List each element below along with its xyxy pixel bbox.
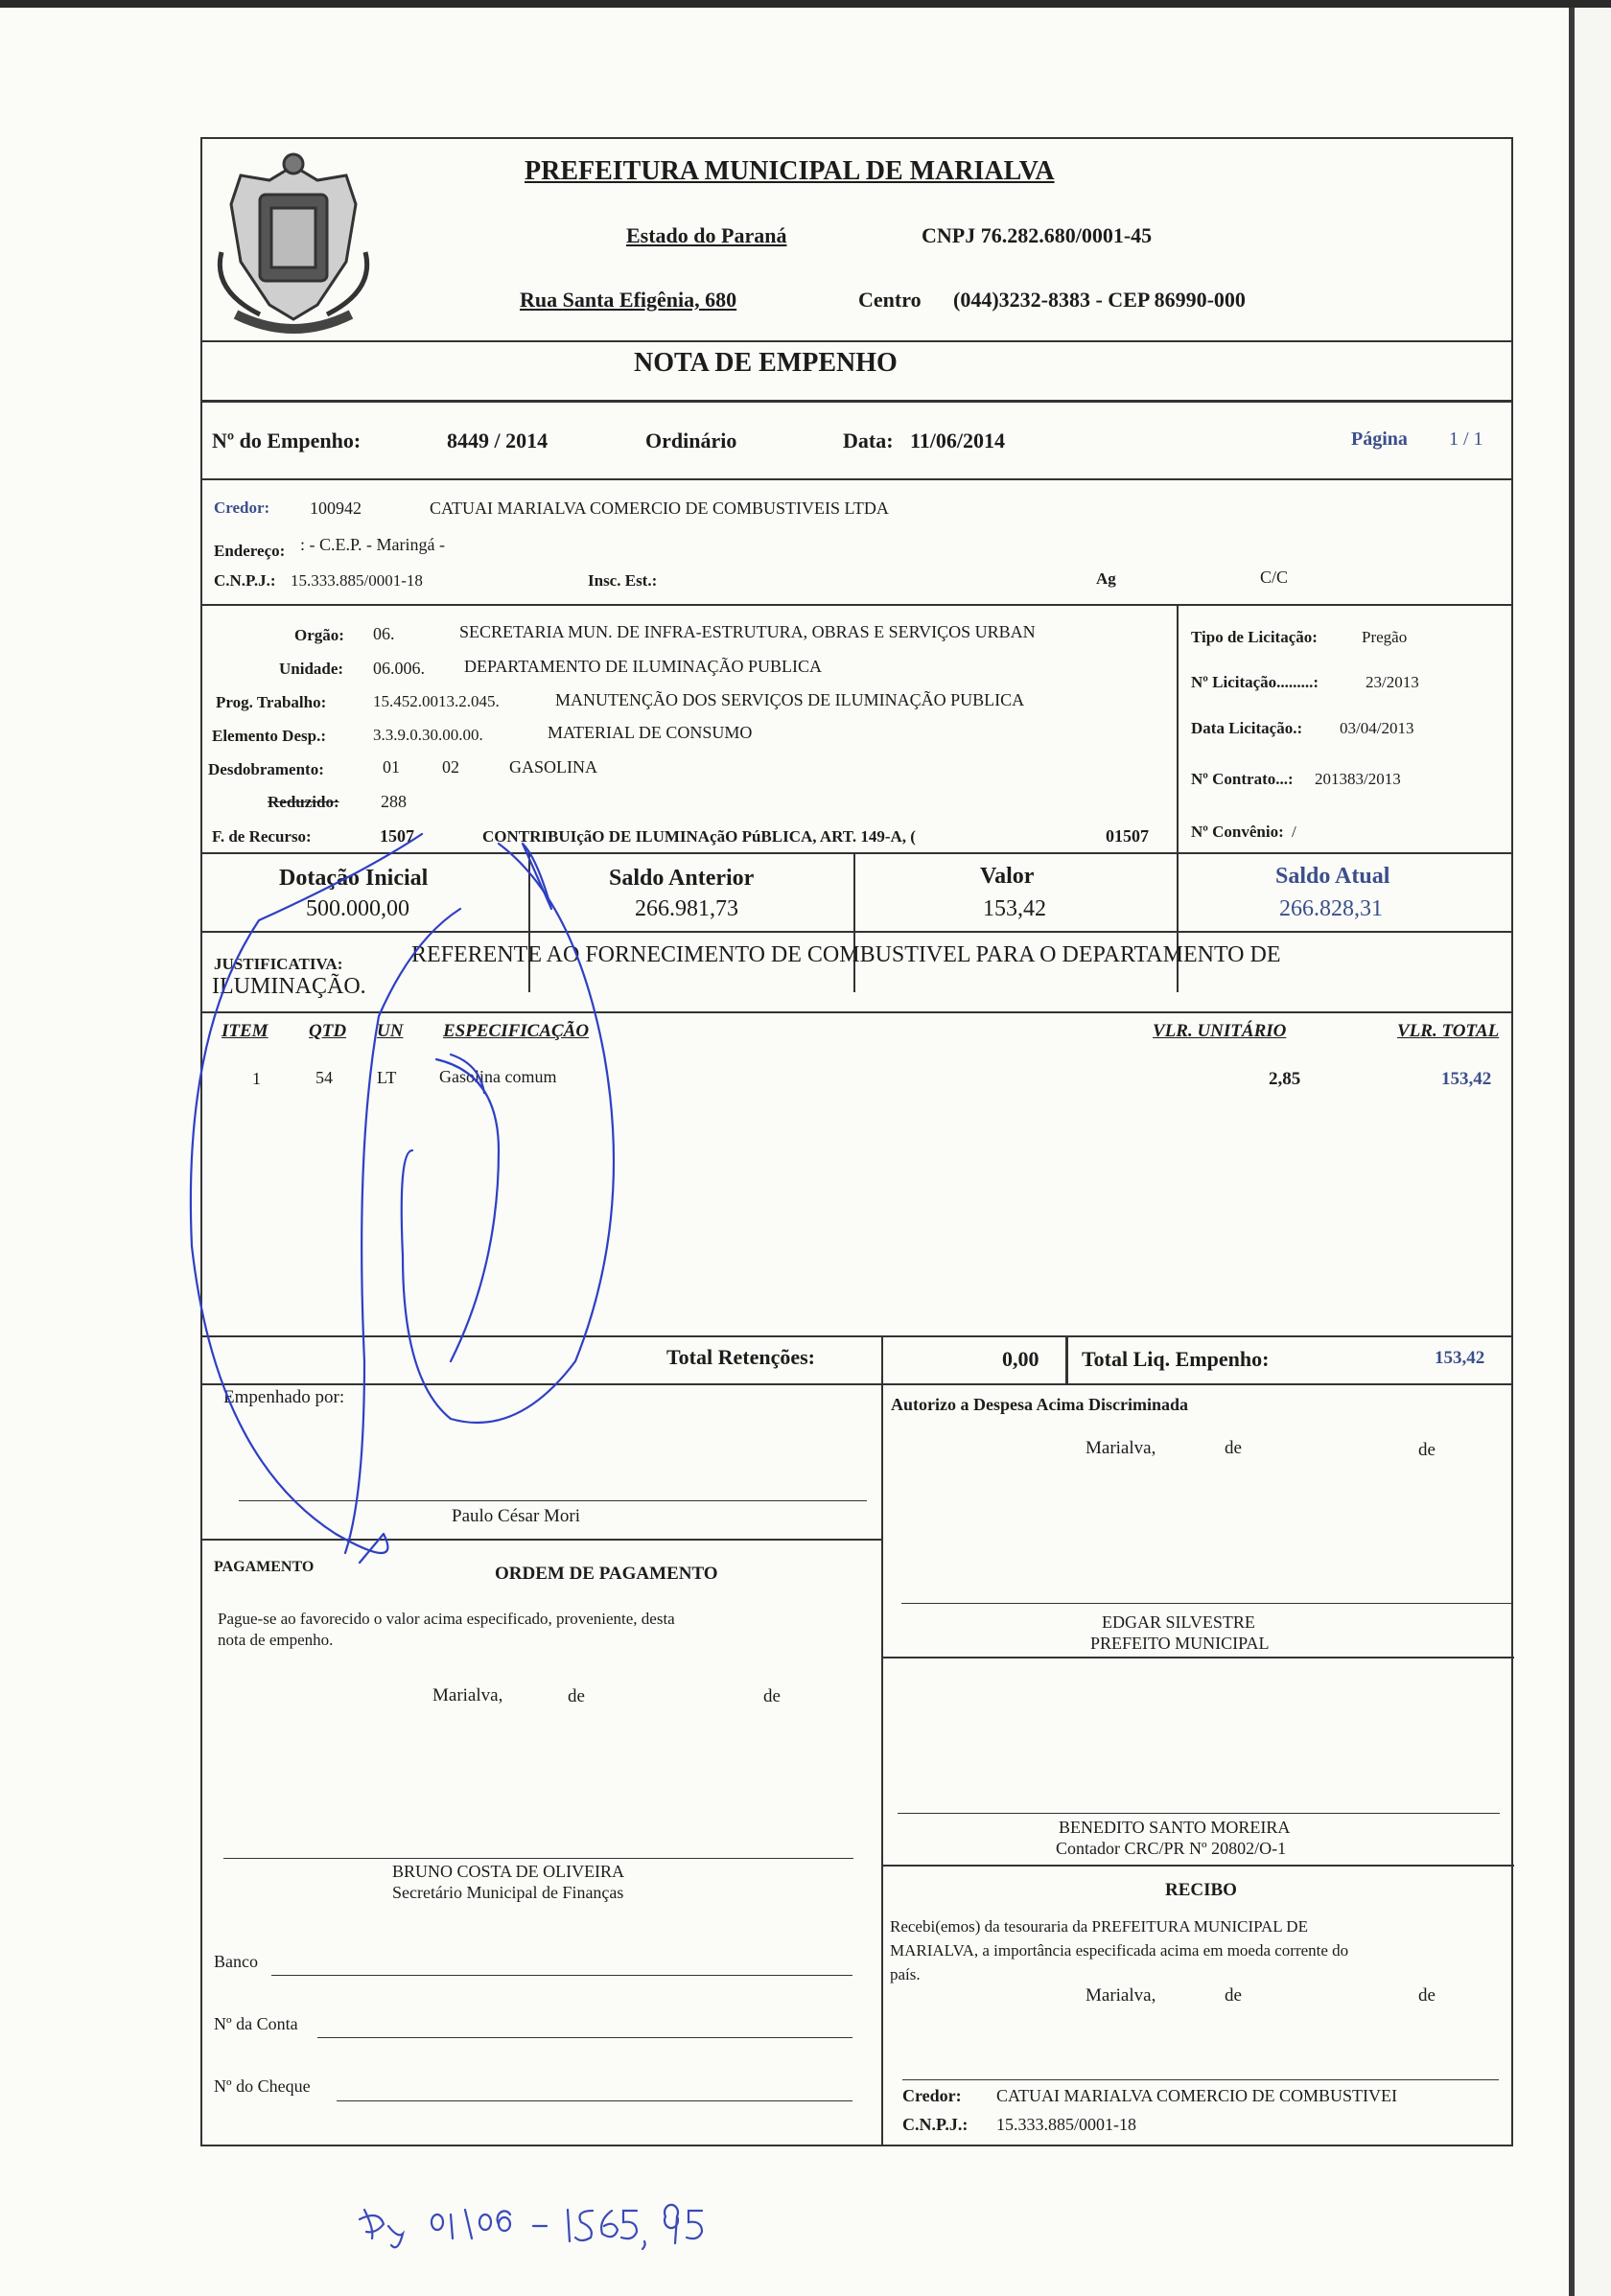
scan-edge (0, 0, 1611, 8)
credor-code: 100942 (310, 499, 362, 518)
num-licitacao: 23/2013 (1366, 673, 1419, 691)
item-spec: Gasolina comum (439, 1067, 557, 1086)
secretario-name: BRUNO COSTA DE OLIVEIRA (392, 1862, 625, 1881)
fonte-recurso-code: 1507 (380, 826, 414, 846)
elemento-name: MATERIAL DE CONSUMO (548, 723, 753, 742)
data-licitacao: 03/04/2013 (1340, 719, 1414, 737)
fonte-recurso-name: CONTRIBUIçãO DE ILUMINAçãO PúBLICA, ART. 149-A, ( (482, 827, 916, 846)
contrato-number: 201383/2013 (1315, 770, 1401, 788)
state-label: Estado do Paraná (626, 223, 787, 247)
credor-label: Credor: (214, 499, 270, 517)
saldo-atual-value: 266.828,31 (1279, 896, 1383, 921)
address-label: Endereço: (214, 542, 286, 560)
prefeito-name: EDGAR SILVESTRE (1102, 1612, 1255, 1632)
saldo-anterior-value: 266.981,73 (635, 896, 738, 921)
justificativa-label: JUSTIFICATIVA: (214, 955, 343, 973)
cheque-field (337, 2100, 852, 2101)
divider (202, 340, 1513, 342)
prog-trabalho-name: MANUTENÇÃO DOS SERVIÇOS DE ILUMINAÇÃO PUBLICA (555, 690, 1025, 709)
autorizo-de-1: de (1225, 1438, 1242, 1458)
insc-est-label: Insc. Est.: (588, 571, 658, 590)
conta-label: Nº da Conta (214, 2014, 298, 2033)
item-unit-price: 2,85 (1269, 1069, 1301, 1089)
divider (202, 478, 1513, 480)
reduzido-label: Reduzido: (268, 793, 339, 811)
signature-line (223, 1858, 853, 1859)
unidade-label: Unidade: (279, 660, 344, 678)
desdobramento-label: Desdobramento: (208, 760, 324, 778)
orgao-code: 06. (373, 624, 395, 643)
fonte-recurso-number: 01507 (1106, 826, 1149, 846)
tipo-licitacao-label: Tipo de Licitação: (1191, 628, 1318, 646)
item-number: 1 (252, 1069, 261, 1088)
orgao-label: Orgão: (294, 626, 344, 644)
credor-name: CATUAI MARIALVA COMERCIO DE COMBUSTIVEIS LTDA (430, 499, 889, 518)
empenhado-por-name: Paulo César Mori (452, 1506, 581, 1526)
recibo-de-2: de (1418, 1985, 1436, 2006)
contador-name: BENEDITO SANTO MOREIRA (1059, 1818, 1291, 1837)
desdobramento-b: 02 (442, 757, 459, 777)
page-label: Página (1351, 429, 1408, 450)
autorizo-label: Autorizo a Despesa Acima Discriminada (891, 1395, 1188, 1414)
autorizo-city: Marialva, (1086, 1438, 1156, 1458)
col-unit-price-header: VLR. UNITÁRIO (1153, 1021, 1287, 1041)
divider (202, 1011, 1513, 1013)
divider (202, 852, 1513, 854)
convenio-number: / (1292, 823, 1296, 841)
municipality-cnpj: CNPJ 76.282.680/0001-45 (922, 223, 1153, 247)
saldo-atual-label: Saldo Atual (1275, 864, 1390, 889)
signature-line (898, 1813, 1500, 1814)
item-total: 153,42 (1441, 1069, 1492, 1089)
liq-empenho-value: 153,42 (1435, 1348, 1485, 1368)
valor-value: 153,42 (983, 896, 1046, 921)
empenho-type: Ordinário (645, 429, 737, 452)
divider (202, 1383, 1513, 1385)
pagamento-de-2: de (763, 1686, 781, 1706)
phone-cep: (044)3232-8383 - CEP 86990-000 (953, 288, 1246, 312)
empenho-date: 11/06/2014 (910, 429, 1006, 452)
district: Centro (858, 288, 922, 312)
elemento-label: Elemento Desp.: (212, 727, 326, 745)
recibo-de-1: de (1225, 1985, 1242, 2006)
signature-line (239, 1500, 867, 1501)
saldo-anterior-label: Saldo Anterior (609, 866, 755, 891)
prog-trabalho-label: Prog. Trabalho: (216, 693, 327, 711)
item-qtd: 54 (315, 1068, 333, 1087)
desdobramento-name: GASOLINA (509, 757, 597, 777)
street-address: Rua Santa Efigênia, 680 (520, 288, 737, 312)
divider (202, 931, 1513, 933)
banco-label: Banco (214, 1952, 258, 1971)
pagamento-label: PAGAMENTO (214, 1559, 315, 1575)
unidade-code: 06.006. (373, 659, 425, 678)
conta-field (317, 2037, 852, 2038)
prefeito-role: PREFEITO MUNICIPAL (1090, 1634, 1270, 1653)
retencoes-value: 0,00 (1002, 1347, 1039, 1371)
liq-empenho-label: Total Liq. Empenho: (1082, 1347, 1270, 1371)
recibo-text-line1: Recebi(emos) da tesouraria da PREFEITURA MUNICIPAL DE (890, 1917, 1308, 1936)
credor-address: : - C.E.P. - Maringá - (300, 535, 445, 554)
data-licitacao-label: Data Licitação.: (1191, 719, 1303, 737)
divider (202, 1539, 881, 1541)
empenho-number-label: Nº do Empenho: (212, 429, 362, 452)
divider (202, 604, 1513, 606)
reduzido-value: 288 (381, 792, 407, 811)
divider (528, 852, 530, 992)
pagamento-text-line2: nota de empenho. (218, 1631, 334, 1649)
recibo-text-line3: país. (890, 1965, 921, 1983)
retencoes-label: Total Retenções: (666, 1345, 815, 1369)
divider (202, 1335, 1513, 1337)
signature-line (901, 1603, 1512, 1604)
divider (881, 1383, 883, 2146)
col-item-header: ITEM (222, 1021, 268, 1041)
date-label: Data: (843, 429, 894, 452)
dotacao-inicial-label: Dotação Inicial (279, 866, 429, 891)
credor-cnpj-label: C.N.P.J.: (214, 571, 276, 590)
page-number: 1 / 1 (1449, 429, 1483, 450)
convenio-label: Nº Convênio: (1191, 823, 1284, 841)
col-spec-header: ESPECIFICAÇÃO (443, 1021, 590, 1041)
signature-line (902, 2079, 1499, 2080)
pagamento-de-1: de (568, 1686, 585, 1706)
col-un-header: UN (377, 1021, 404, 1041)
item-un: LT (377, 1068, 397, 1087)
fonte-recurso-label: F. de Recurso: (212, 827, 312, 846)
dotacao-inicial-value: 500.000,00 (306, 896, 409, 921)
divider (881, 1657, 1514, 1658)
valor-label: Valor (980, 864, 1035, 889)
recibo-cnpj: 15.333.885/0001-18 (996, 2115, 1136, 2134)
document-title: NOTA DE EMPENHO (634, 348, 898, 378)
justificativa-text-line1: REFERENTE AO FORNECIMENTO DE COMBUSTIVEL PARA O DEPARTAMENTO DE (411, 942, 1281, 967)
orgao-name: SECRETARIA MUN. DE INFRA-ESTRUTURA, OBRAS E SERVIÇOS URBAN (459, 622, 1036, 641)
divider (881, 1865, 1514, 1867)
recibo-text-line2: MARIALVA, a importância especificada acima em moeda corrente do (890, 1941, 1349, 1960)
tipo-licitacao: Pregão (1362, 628, 1408, 646)
elemento-code: 3.3.9.0.30.00.00. (373, 726, 483, 744)
municipality-title: PREFEITURA MUNICIPAL DE MARIALVA (525, 156, 1055, 186)
divider (881, 1335, 883, 1383)
credor-cnpj: 15.333.885/0001-18 (291, 571, 423, 590)
divider (202, 400, 1513, 403)
coat-of-arms-icon (202, 147, 385, 348)
banco-field (271, 1975, 852, 1976)
agency-label: Ag (1096, 569, 1116, 588)
contrato-label: Nº Contrato...: (1191, 770, 1294, 788)
prog-trabalho-code: 15.452.0013.2.045. (373, 692, 500, 710)
divider (853, 852, 855, 992)
divider (1065, 1337, 1068, 1383)
empenho-number: 8449 / 2014 (447, 429, 549, 452)
secretario-role: Secretário Municipal de Finanças (392, 1883, 624, 1902)
recibo-city: Marialva, (1086, 1985, 1156, 2006)
recibo-title: RECIBO (1165, 1880, 1237, 1900)
cheque-label: Nº do Cheque (214, 2076, 311, 2096)
autorizo-de-2: de (1418, 1440, 1436, 1460)
pagamento-text-line1: Pague-se ao favorecido o valor acima especificado, proveniente, desta (218, 1610, 675, 1628)
contador-role: Contador CRC/PR Nº 20802/O-1 (1056, 1839, 1287, 1858)
recibo-credor-label: Credor: (902, 2086, 962, 2105)
empenhado-por-label: Empenhado por: (223, 1387, 345, 1407)
pagamento-city: Marialva, (432, 1685, 503, 1705)
empenho-form (200, 137, 1513, 2146)
justificativa-text-line2: ILUMINAÇÃO. (212, 974, 366, 999)
recibo-credor-name: CATUAI MARIALVA COMERCIO DE COMBUSTIVEI (996, 2086, 1398, 2105)
account-label: C/C (1260, 568, 1289, 587)
divider (1177, 604, 1179, 992)
recibo-cnpj-label: C.N.P.J.: (902, 2115, 969, 2134)
desdobramento-a: 01 (383, 757, 400, 777)
col-total-header: VLR. TOTAL (1397, 1021, 1500, 1041)
num-licitacao-label: Nº Licitação.........: (1191, 673, 1319, 691)
col-qtd-header: QTD (309, 1021, 347, 1041)
unidade-name: DEPARTAMENTO DE ILUMINAÇÃO PUBLICA (464, 657, 822, 676)
ordem-pagamento-title: ORDEM DE PAGAMENTO (495, 1564, 718, 1584)
